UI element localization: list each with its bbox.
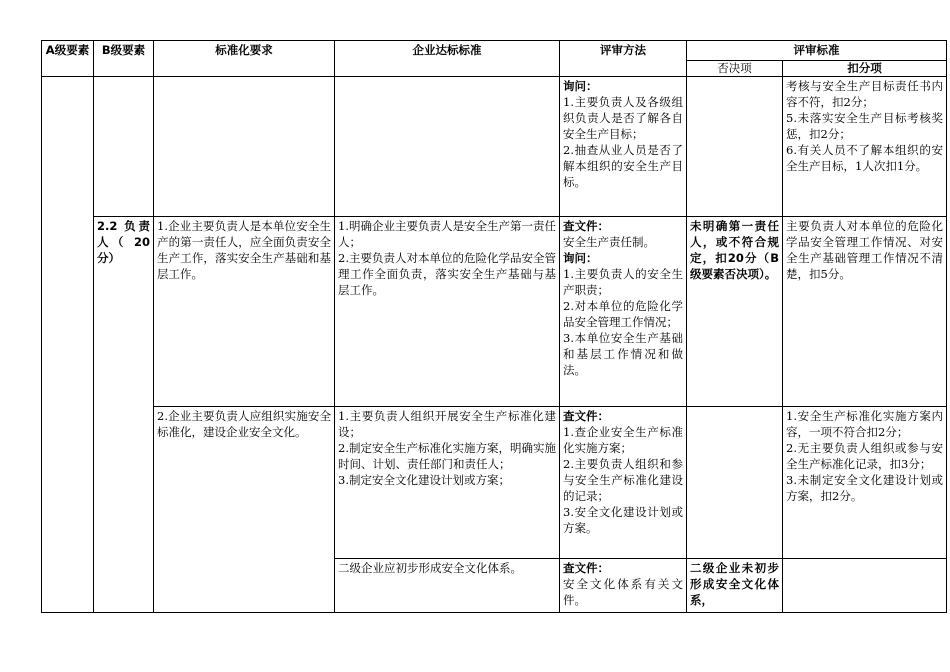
veto-cell: 未明确第一责任人，或不符合规定，扣20分（B级要素否决项）。 [687,217,783,407]
header-review-criteria: 评审标准 [687,41,947,61]
standard-cell [335,77,560,217]
method-line: 1.主要负责人的安全生产职责； [563,267,683,297]
method-line: 安全生产责任制。 [563,235,655,249]
method-title: 查文件： [563,219,609,233]
method-title: 询问： [563,79,598,93]
method-title: 查文件： [563,561,609,575]
method-line: 3.安全文化建设计划或方案。 [563,505,683,535]
header-review-method: 评审方法 [560,41,687,77]
veto-cell [687,407,783,559]
table-row [42,217,947,407]
method-cell [560,77,687,217]
method-cell [560,407,687,559]
method-line: 2.主要负责人组织和参与安全生产标准化建设的记录； [563,457,683,503]
header-b-element: B级要素 [94,41,154,77]
veto-cell [687,77,783,217]
b-element-cell [94,77,154,217]
header-requirement: 标准化要求 [154,41,335,77]
standard-cell [335,559,560,613]
table-row [42,77,947,217]
requirement-cell: 1.企业主要负责人是本单位安全生产的第一责任人，应全面负责安全生产工作，落实安全生产基础和基层工作。 [154,217,335,407]
method-line: 1.查企业安全生产标准化实施方案； [563,425,683,455]
standard-table-page [41,40,946,613]
method-cell [560,217,687,407]
deduct-line: 2.无主要负责人组织或参与安全生产标准化记录，扣3分； [786,441,943,471]
header-a-element: A级要素 [42,41,94,77]
deduct-line: 1.安全生产标准化实施方案内容，一项不符合扣2分； [786,409,943,439]
method-title-2: 询问： [563,251,598,265]
method-line: 2.对本单位的危险化学品安全管理工作情况； [563,299,683,329]
header-enterprise-standard: 企业达标标准 [335,41,560,77]
method-line: 安全文化体系有关文件。 [563,577,683,607]
standard-line: 二级企业应初步形成安全文化体系。 [338,561,522,575]
standard-cell [335,217,560,407]
method-title: 查文件： [563,409,609,423]
method-line: 2.抽查从业人员是否了解本组织的安全生产目标。 [563,143,683,189]
standard-line: 2.主要负责人对本单位的危险化学品安全管理工作全面负责，落实安全生产基础与基层工作。 [338,251,556,297]
header-veto: 否决项 [687,61,783,77]
deduct-line: 6.有关人员不了解本组织的安全生产目标，1人次扣1分。 [786,143,943,173]
deduct-cell [783,559,947,613]
header-deduct: 扣分项 [783,61,947,77]
deduct-line: 考核与安全生产目标责任书内容不符，扣2分； [786,79,943,109]
deduct-cell [783,217,947,407]
standard-cell [335,407,560,559]
deduct-line: 3.未制定安全文化建设计划或方案，扣2分。 [786,473,943,503]
standard-line: 1.主要负责人组织开展安全生产标准化建设； [338,409,556,439]
method-cell [560,559,687,613]
standard-line: 3.制定安全文化建设计划或方案； [338,473,510,487]
deduct-cell [783,77,947,217]
a-element-cell [42,77,94,613]
requirement-cell: 2.企业主要负责人应组织实施安全标准化，建设企业安全文化。 [154,407,335,613]
header-row-1 [42,41,947,61]
standard-line: 1.明确企业主要负责人是安全生产第一责任人； [338,219,556,249]
deduct-line: 5.未落实安全生产目标考核奖惩，扣2分； [786,111,943,141]
standard-line: 2.制定安全生产标准化实施方案，明确实施时间、计划、责任部门和责任人； [338,441,556,471]
deduct-cell [783,407,947,559]
method-line: 3.本单位安全生产基础和基层工作情况和做法。 [563,331,683,377]
deduct-line: 主要负责人对本单位的危险化学品安全管理工作情况、对安全生产基础管理工作情况不清楚，扣5分。 [786,219,943,281]
requirement-cell [154,77,335,217]
evaluation-standard-table [41,40,947,613]
table-row [42,407,947,559]
b-element-cell: 2.2 负责人（ 20分） [94,217,154,613]
veto-cell: 二级企业未初步形成安全文化体系， [687,559,783,613]
method-line: 1.主要负责人及各级组织负责人是否了解各自安全生产目标； [563,95,683,141]
